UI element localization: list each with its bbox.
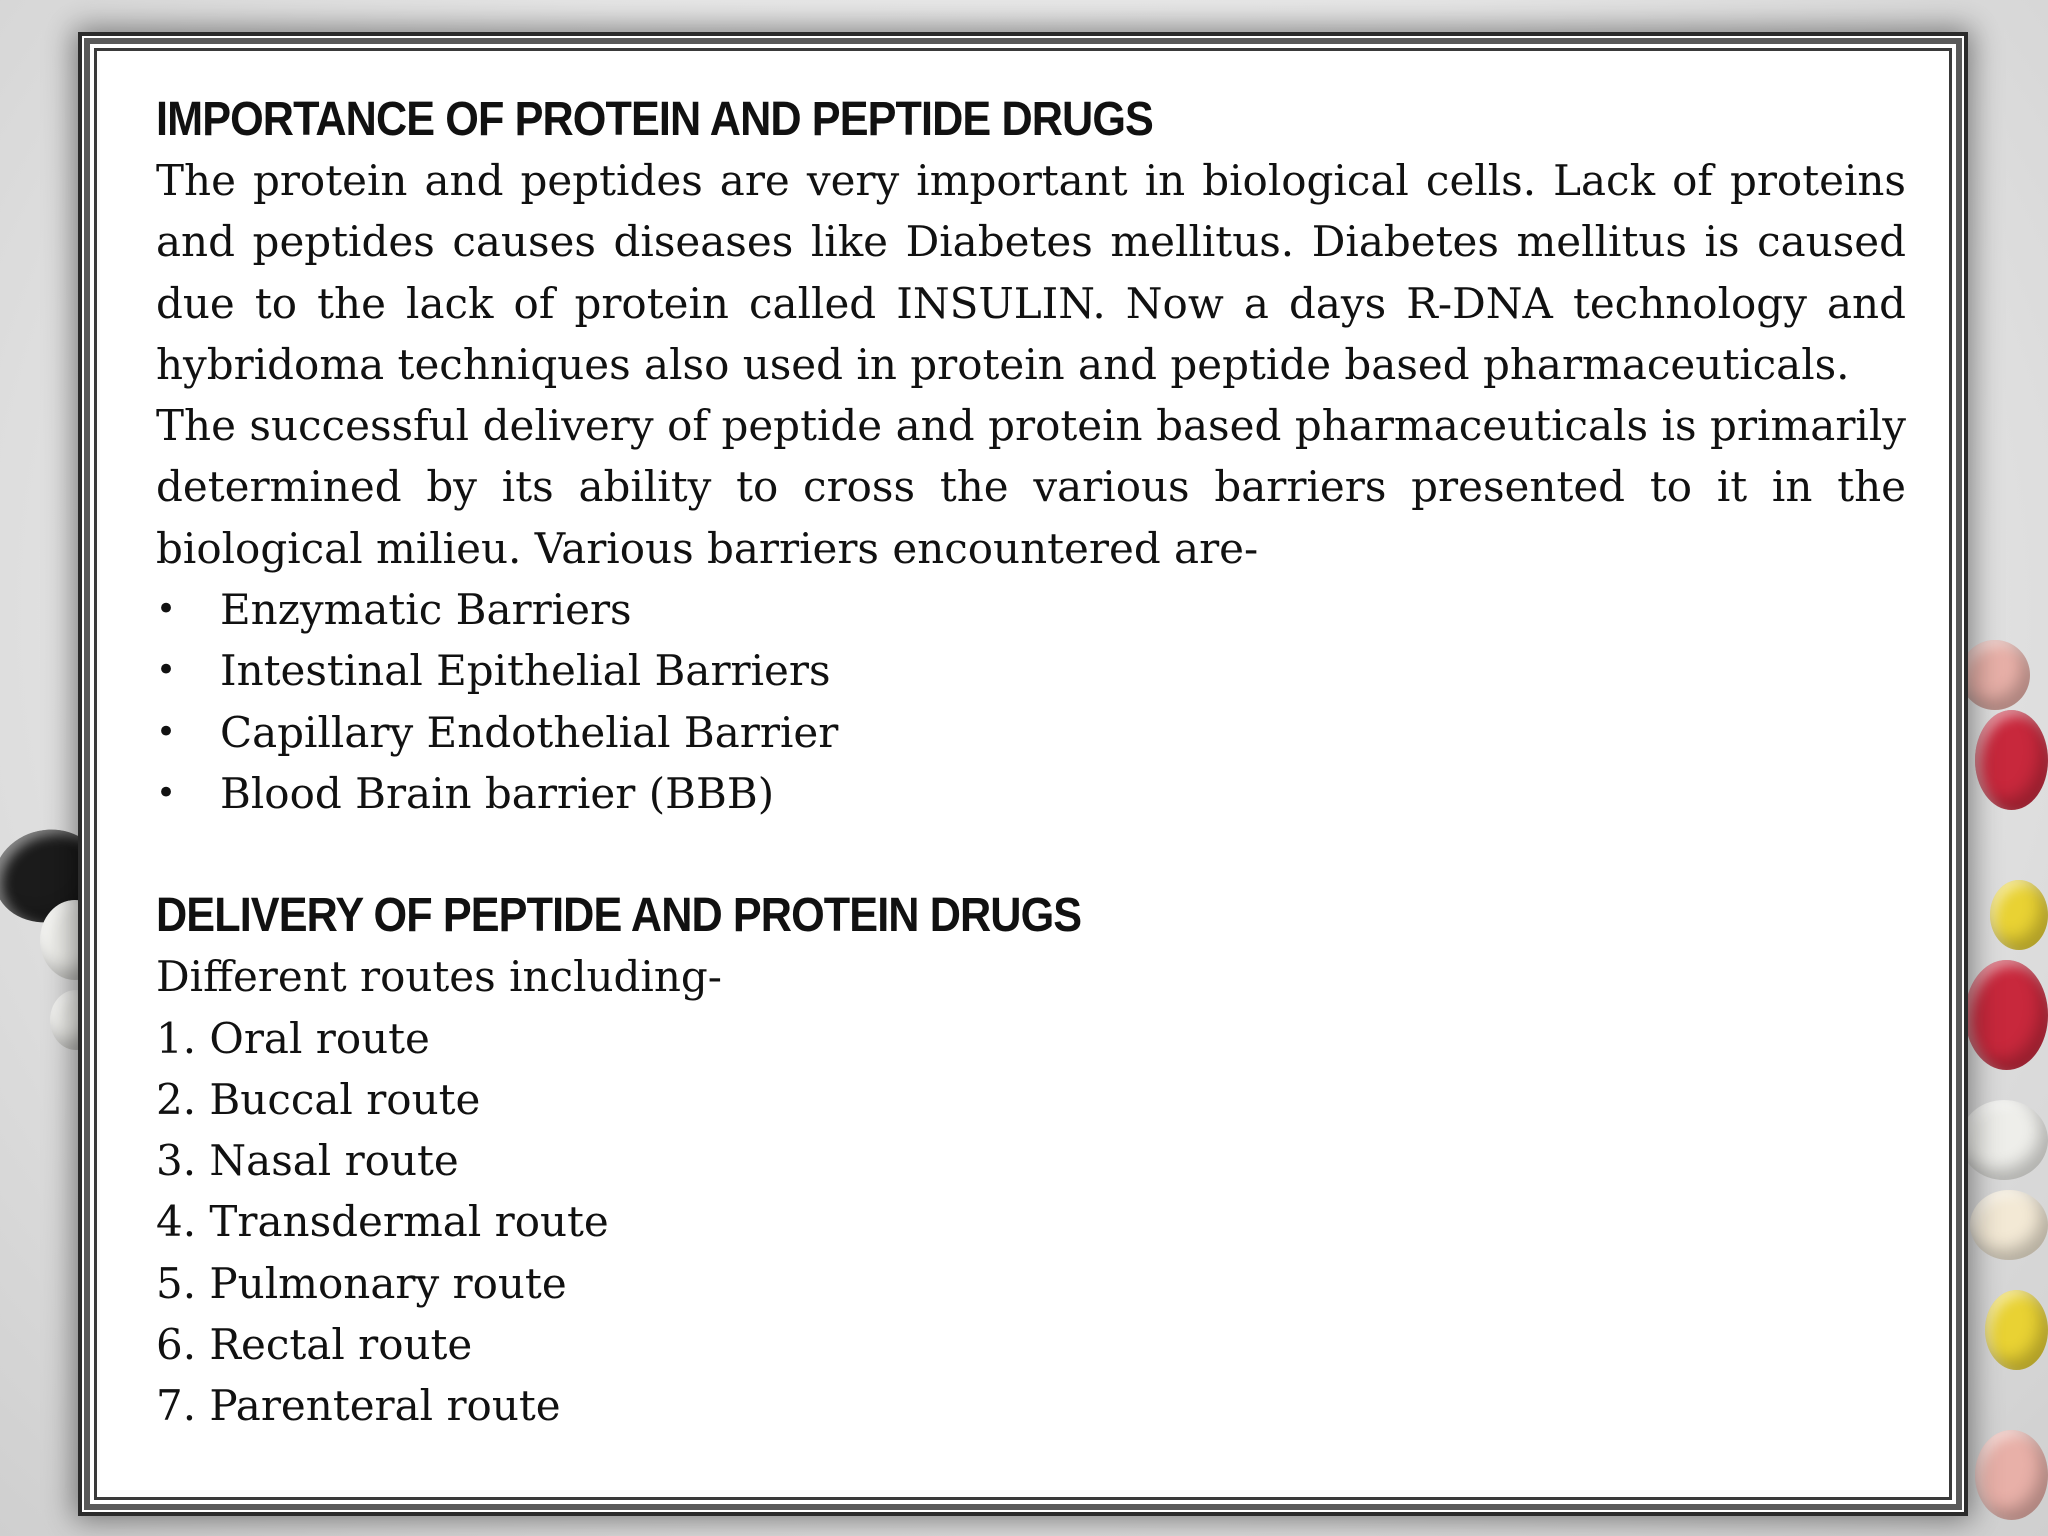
red-pill-decoration [1975,710,2048,810]
route-item: 2. Buccal route [156,1074,481,1124]
section-heading-delivery: DELIVERY OF PEPTIDE AND PROTEIN DRUGS [156,889,1082,943]
white-pill-decoration [1960,1100,2048,1180]
paragraph-importance: The protein and peptides are very important in biological cells. Lack of proteins and peptides causes diseases like Diabetes mellitus. Diabetes mellitus is caused due to the lack of protein called INSULIN. Now a days R-DNA technology and hybridoma techniques also used in protein and peptide based pharmaceuticals. [156,156,1906,389]
yellow-pill-decoration [1985,1290,2048,1370]
barriers-list [156,579,1906,824]
barrier-text: Intestinal Epithelial Barriers [220,646,831,696]
bullet-icon: • [156,589,177,630]
bullet-icon: • [156,711,177,752]
barrier-text: Enzymatic Barriers [220,585,632,635]
cream-pill-decoration [1970,1190,2048,1260]
list-item [156,640,1906,701]
slide-content [156,90,1906,1437]
barrier-text: Capillary Endothelial Barrier [220,707,839,757]
list-item [156,763,1906,824]
paragraph-barriers-intro: The successful delivery of peptide and protein based pharmaceuticals is primarily determined by its ability to cross the various barriers presented to it in the biological milieu. Various barriers encountered are- [156,401,1906,573]
list-item [156,702,1906,763]
route-item: 7. Parenteral route [156,1381,561,1431]
route-item: 3. Nasal route [156,1136,459,1186]
pink-pill-decoration [1960,640,2030,710]
red-pill-decoration [1965,960,2048,1070]
pink-pill-decoration [1975,1430,2048,1520]
list-item [156,579,1906,640]
section-spacer [156,824,1906,886]
routes-intro: Different routes including- [156,952,722,1002]
route-item: 4. Transdermal route [156,1197,609,1247]
slide-frame [84,38,1962,1510]
route-item: 6. Rectal route [156,1320,473,1370]
route-item: 1. Oral route [156,1013,430,1063]
barrier-text: Blood Brain barrier (BBB) [220,768,775,818]
section-heading-importance: IMPORTANCE OF PROTEIN AND PEPTIDE DRUGS [156,93,1153,146]
bullet-icon: • [156,772,177,813]
route-item: 5. Pulmonary route [156,1258,567,1308]
bullet-icon: • [156,650,177,691]
yellow-pill-decoration [1990,880,2048,950]
